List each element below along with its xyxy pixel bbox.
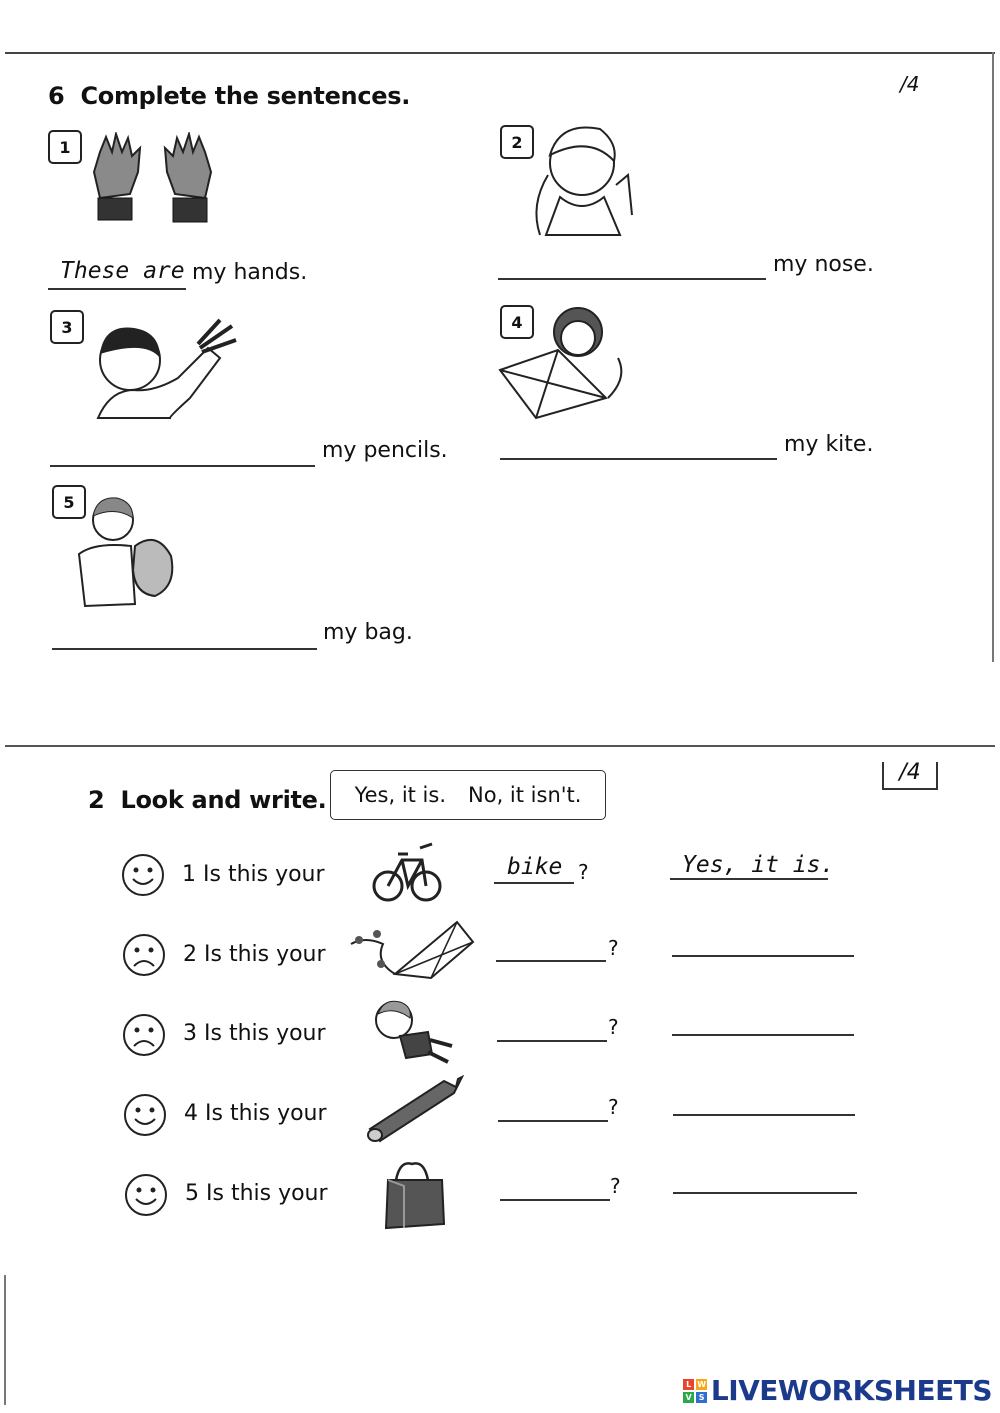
logo-letter-s: S [696, 1392, 707, 1403]
hands-illustration [80, 132, 225, 244]
question-1-number: 1 [182, 862, 196, 887]
answer-line-5 [52, 648, 317, 650]
sentence-5: my bag. [323, 620, 413, 645]
object-line-4 [498, 1120, 608, 1122]
question-5-text: Is this your [206, 1181, 328, 1206]
reply-line-5 [673, 1192, 857, 1194]
exercise6-number: 6 [48, 82, 65, 110]
sentence-2: my nose. [773, 252, 874, 277]
sentence-3: my pencils. [322, 438, 448, 463]
exercise2-heading [88, 786, 326, 814]
item-number-2: 2 [500, 125, 534, 159]
question-3-text: Is this your [204, 1021, 326, 1046]
question-2-text: Is this your [204, 942, 326, 967]
question-4-number: 4 [184, 1101, 198, 1126]
top-border [5, 52, 995, 54]
object-line-1 [494, 882, 574, 884]
item-number-5: 5 [52, 485, 86, 519]
exercise2-score: /4 [882, 762, 938, 790]
bag-icon [382, 1158, 448, 1232]
question-5 [185, 1181, 328, 1206]
sentence-1: my hands. [192, 260, 308, 285]
question-1 [182, 862, 325, 887]
question-mark-1: ? [578, 860, 589, 884]
girl-nose-illustration [520, 115, 650, 245]
sad-face-icon [122, 1013, 166, 1057]
exercise6-title: Complete the sentences. [80, 82, 411, 110]
question-4 [184, 1101, 327, 1126]
item-number-4: 4 [500, 305, 534, 339]
logo-letter-w: W [697, 1379, 706, 1389]
sad-face-icon [122, 933, 166, 977]
reply-line-3 [672, 1034, 854, 1036]
answer-options-box [330, 770, 606, 820]
liveworksheets-logo[interactable] [683, 1374, 992, 1407]
reply-line-2 [672, 955, 854, 957]
answer-line-2 [498, 278, 766, 280]
happy-face-icon [124, 1173, 168, 1217]
object-line-5 [500, 1199, 610, 1201]
question-2-number: 2 [183, 942, 197, 967]
question-mark-5: ? [610, 1174, 621, 1198]
reply-line-1 [670, 878, 828, 880]
boy-bag-illustration [65, 490, 180, 612]
answer-line-4 [500, 458, 777, 460]
right-border [992, 52, 994, 662]
reply-line-4 [673, 1114, 855, 1116]
bike-icon [372, 838, 442, 904]
question-mark-3: ? [608, 1015, 619, 1039]
logo-text: LIVEWORKSHEETS [710, 1374, 992, 1407]
logo-mark-icon [683, 1379, 707, 1403]
answer-line-1 [48, 288, 186, 290]
exercise2-number: 2 [88, 786, 105, 814]
happy-face-icon [121, 853, 165, 897]
item-number-3: 3 [50, 310, 84, 344]
reply-answer-1[interactable]: Yes, it is. [682, 852, 835, 878]
question-1-text: Is this your [203, 862, 325, 887]
kite-icon [345, 918, 477, 988]
exercise6-heading [48, 82, 410, 110]
section-divider [5, 745, 995, 747]
boy-pencils-illustration [90, 318, 240, 426]
option-no: No, it isn't. [468, 783, 582, 807]
question-5-number: 5 [185, 1181, 199, 1206]
pencil-icon [364, 1075, 464, 1145]
question-3 [183, 1021, 326, 1046]
left-border [4, 1275, 6, 1405]
question-4-text: Is this your [205, 1101, 327, 1126]
girl-kite-illustration [498, 298, 638, 423]
object-answer-1[interactable]: bike [507, 854, 563, 880]
question-3-number: 3 [183, 1021, 197, 1046]
question-2 [183, 942, 326, 967]
object-line-2 [496, 960, 606, 962]
object-line-3 [497, 1040, 607, 1042]
item-number-1: 1 [48, 130, 82, 164]
happy-face-icon [123, 1093, 167, 1137]
logo-letter-l: L [683, 1379, 694, 1390]
answer-1[interactable]: These are [60, 258, 185, 284]
question-mark-2: ? [608, 936, 619, 960]
exercise2-title: Look and write. [120, 786, 327, 814]
sentence-4: my kite. [784, 432, 874, 457]
logo-letter-v: V [683, 1392, 694, 1403]
doll-icon [370, 996, 460, 1066]
question-mark-4: ? [608, 1095, 619, 1119]
answer-line-3 [50, 465, 315, 467]
option-yes: Yes, it is. [354, 783, 447, 807]
exercise6-score: /4 [900, 72, 920, 96]
